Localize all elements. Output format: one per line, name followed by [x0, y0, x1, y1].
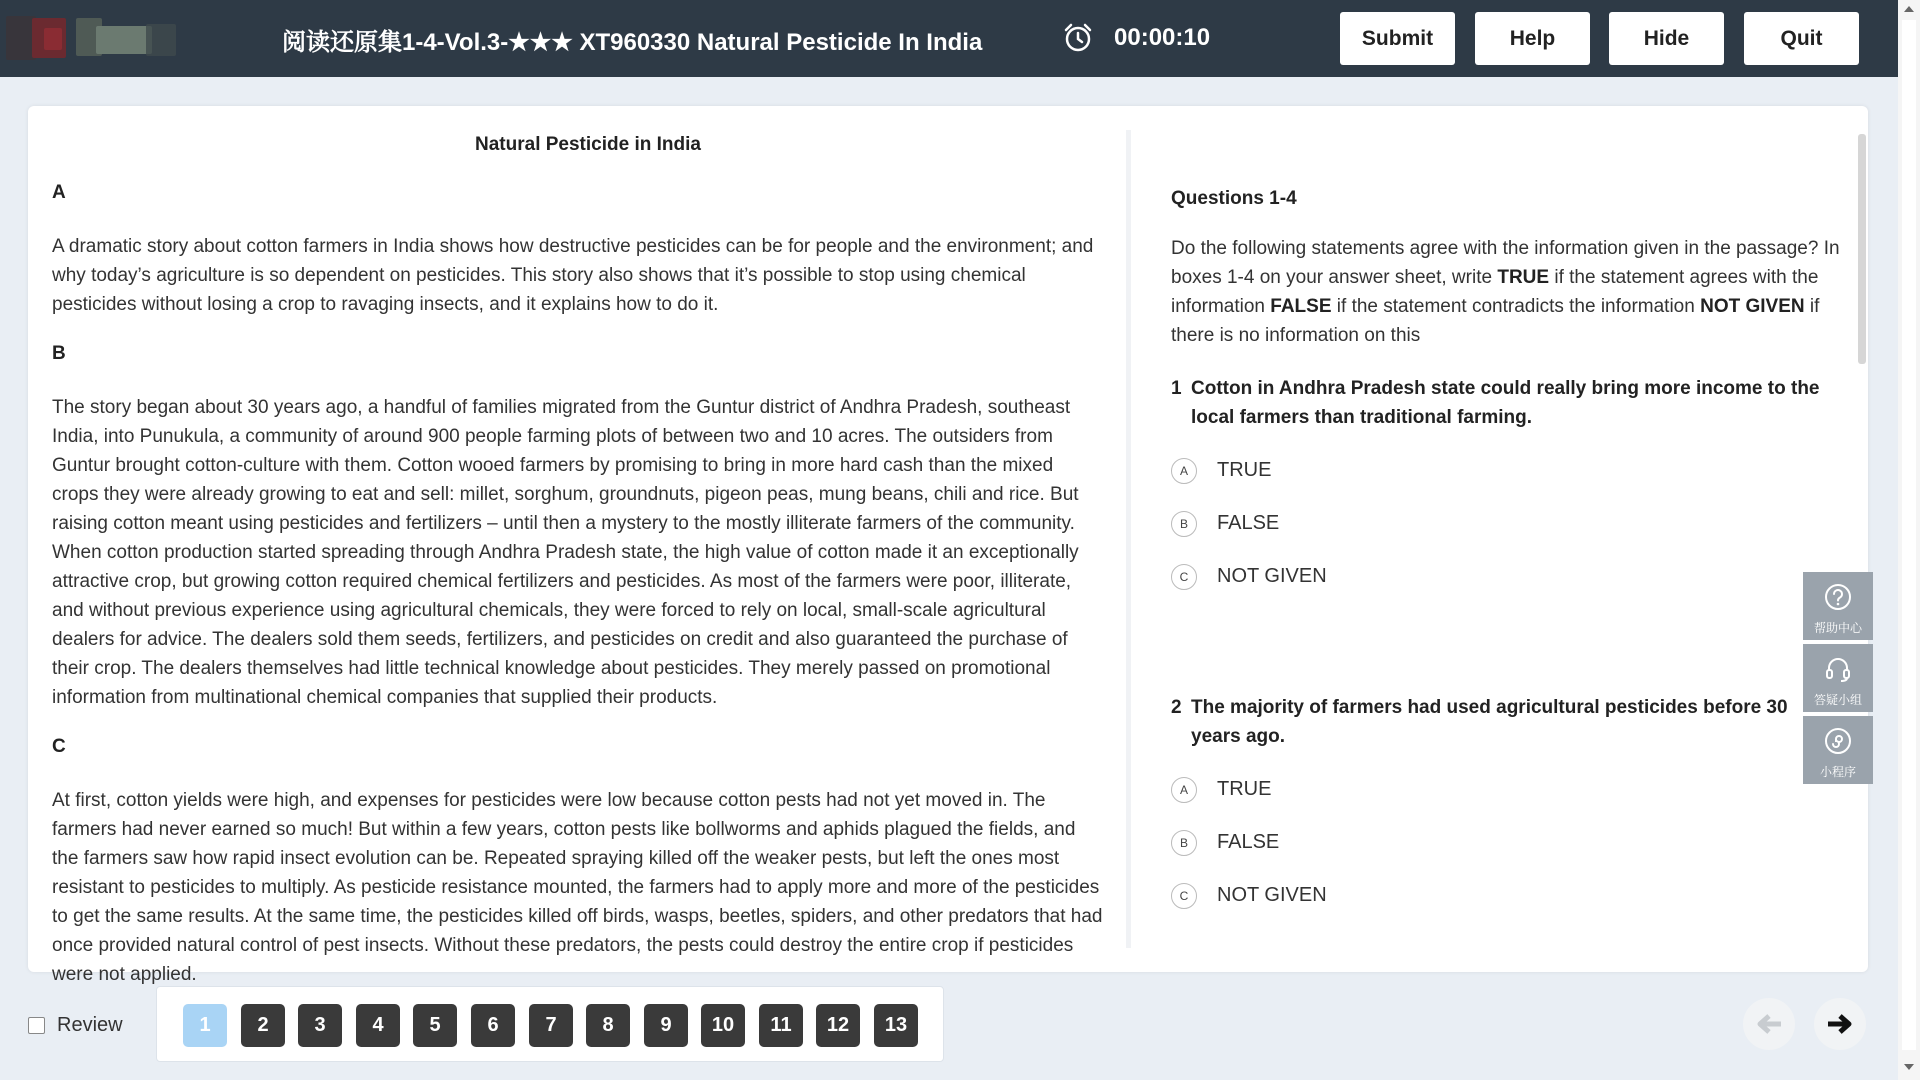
option-not-given[interactable]: [1171, 869, 1831, 922]
qa-group-widget[interactable]: [1803, 644, 1873, 712]
logo: [6, 10, 186, 66]
review-label: Review: [57, 1014, 123, 1036]
mini-program-icon: [1823, 726, 1853, 756]
question-button-12[interactable]: 12: [816, 1004, 860, 1047]
widget-label: 小程序: [1819, 765, 1856, 779]
review-checkbox[interactable]: [28, 1017, 45, 1034]
option-false[interactable]: [1171, 816, 1831, 869]
option-true[interactable]: [1171, 763, 1831, 816]
question-circle-icon: [1823, 582, 1853, 612]
question-item: [1171, 374, 1831, 603]
alarm-clock-icon: [1062, 22, 1094, 54]
widget-label: 帮助中心: [1813, 621, 1862, 635]
question-button-5[interactable]: 5: [413, 1004, 457, 1047]
scroll-up-icon[interactable]: [1904, 6, 1914, 12]
questions-instruction: Do the following statements agree with the information given in the passage? In boxes 1-4 on your answer sheet, write TRUE if the statement agrees with the information FALSE if the statement contradicts the information NOT GIVEN if there is no information on this: [1171, 238, 1840, 346]
question-button-4[interactable]: 4: [356, 1004, 400, 1047]
option-label[interactable]: FALSE: [1217, 512, 1280, 534]
passage-paragraph: The story began about 30 years ago, a handful of families migrated from the Guntur district of Andhra Pradesh, southeast India, into Punukula, a community of around 900 people farming plots of between two and 10 acres. The outsiders from Guntur brought cotton-culture with them. Cotton wooed farmers by promising to bring in more hard cash than the mixed crops they were already growing to eat and sell: millet, sorghum, groundnuts, pigeon peas, mung beans, chili and rice. But raising cotton meant using pesticides and fertilizers – until then a mystery to the mostly illiterate farmers of the community. When cotton production started spreading through Andhra Pradesh state, the high value of cotton made it an exceptionally attractive crop, but growing cotton required chemical fertilizers and pesticides. As most of the farmers were poor, illiterate, and without previous experience using agricultural chemicals, they were forced to rely on local, small-scale agricultural dealers for advice. The dealers sold them seeds, fertilizers, and pesticides on credit and also guaranteed the purchase of their crop. The dealers themselves had little technical knowledge about pesticides. They merely passed on promotional information from multinational chemical companies that supplied their products.: [52, 397, 1079, 708]
pane-divider[interactable]: [1126, 130, 1131, 948]
timer: 00:00:10: [1114, 24, 1211, 51]
option-false[interactable]: [1171, 497, 1831, 550]
next-button[interactable]: [1814, 998, 1866, 1050]
option-radio[interactable]: B: [1171, 830, 1197, 856]
question-button-1[interactable]: 1: [183, 1004, 227, 1047]
question-button-3[interactable]: 3: [298, 1004, 342, 1047]
questions-pane[interactable]: [1171, 106, 1871, 946]
reading-panel: [28, 106, 1868, 985]
option-radio[interactable]: A: [1171, 777, 1197, 803]
option-true[interactable]: [1171, 444, 1831, 497]
option-radio[interactable]: C: [1171, 564, 1197, 590]
question-button-13[interactable]: 13: [874, 1004, 918, 1047]
passage-paragraph: At first, cotton yields were high, and expenses for pesticides were low because cotton pests had not yet moved in. The farmers had never earned so much! But within a few years, cotton pests like bollworms and aphids plagued the fields, and the farmers saw how rapid insect evolution can be. Repeated spraying killed off the weaker pests, but left the ones most resistant to pesticides to multiply. As pesticide resistance mounted, the farmers had to apply more and more of the pesticides to get the same results. At the same time, the pesticides killed off birds, wasps, beetles, spiders, and other predators that had once provided natural control of pest insects. Without these predators, the pests could destroy the entire crop if pesticides were not applied.: [52, 790, 1103, 985]
question-button-9[interactable]: 9: [644, 1004, 688, 1047]
passage-title: Natural Pesticide in India: [475, 134, 701, 155]
question-button-6[interactable]: 6: [471, 1004, 515, 1047]
question-navigator: [156, 986, 944, 1062]
help-button[interactable]: Help: [1475, 12, 1590, 65]
option-radio[interactable]: B: [1171, 511, 1197, 537]
question-number: 2: [1171, 697, 1182, 718]
question-button-2[interactable]: 2: [241, 1004, 285, 1047]
question-text: 1 Cotton in Andhra Pradesh state could really bring more income to the local farmers than traditional farming.: [1171, 374, 1821, 432]
hide-button[interactable]: Hide: [1609, 12, 1724, 65]
question-button-8[interactable]: 8: [586, 1004, 630, 1047]
question-button-10[interactable]: 10: [701, 1004, 745, 1047]
quit-button[interactable]: Quit: [1744, 12, 1859, 65]
question-text: 2 The majority of farmers had used agricultural pesticides before 30 years ago.: [1171, 693, 1821, 751]
widget-label: 答疑小组: [1813, 693, 1862, 707]
option-label[interactable]: NOT GIVEN: [1217, 565, 1327, 587]
section-letter: A: [52, 182, 66, 203]
question-button-11[interactable]: 11: [759, 1004, 803, 1047]
questions-heading: Questions 1-4: [1171, 188, 1297, 209]
option-radio[interactable]: C: [1171, 883, 1197, 909]
option-label[interactable]: FALSE: [1217, 831, 1280, 853]
headset-icon: [1823, 654, 1853, 684]
mini-program-widget[interactable]: [1803, 716, 1873, 784]
option-label[interactable]: NOT GIVEN: [1217, 884, 1327, 906]
option-label[interactable]: TRUE: [1217, 459, 1272, 481]
help-center-widget[interactable]: [1803, 572, 1873, 640]
scroll-down-icon[interactable]: [1904, 1064, 1914, 1070]
scrollbar-thumb[interactable]: [1902, 20, 1916, 1050]
arrow-right-icon: [1826, 1013, 1854, 1035]
questions-scrollbar[interactable]: [1858, 134, 1866, 364]
question-item: [1171, 693, 1831, 922]
option-radio[interactable]: A: [1171, 458, 1197, 484]
question-button-7[interactable]: 7: [529, 1004, 573, 1047]
passage-pane[interactable]: [28, 106, 1128, 985]
arrow-left-icon: [1755, 1013, 1783, 1035]
top-bar: [0, 0, 1898, 77]
question-number: 1: [1171, 378, 1182, 399]
window-scrollbar[interactable]: [1898, 0, 1920, 1080]
section-letter: B: [52, 343, 66, 364]
section-letter: C: [52, 736, 66, 757]
page-title: 阅读还原集1-4-Vol.3-★★★ XT960330 Natural Pesticide In India: [282, 29, 983, 56]
previous-button[interactable]: [1743, 998, 1795, 1050]
submit-button[interactable]: Submit: [1340, 12, 1455, 65]
option-not-given[interactable]: [1171, 550, 1831, 603]
review-toggle[interactable]: [28, 1014, 123, 1037]
option-label[interactable]: TRUE: [1217, 778, 1272, 800]
passage-paragraph: A dramatic story about cotton farmers in India shows how destructive pesticides can be for people and the environment; and why today’s agriculture is so dependent on pesticides. This story also shows that it’s possible to stop using chemical pesticides without losing a crop to ravaging insects, and it explains how to do it.: [52, 236, 1094, 315]
